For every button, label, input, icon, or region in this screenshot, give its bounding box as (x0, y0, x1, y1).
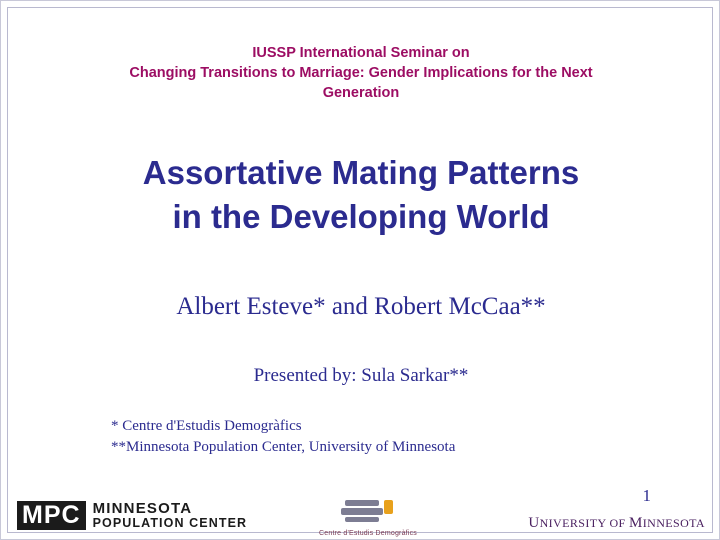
umn-university-of: NIVERSITY OF (539, 516, 630, 530)
affiliation-line-2: **Minnesota Population Center, University of Minnesota (111, 439, 456, 455)
seminar-heading (61, 43, 661, 103)
title-line-1: Assortative Mating Patterns (142, 154, 580, 191)
mpc-wordmark (93, 501, 248, 530)
authors-line: Albert Esteve* and Robert McCaa** (176, 293, 546, 320)
affiliations (111, 416, 631, 458)
seminar-line-2: Changing Transitions to Marriage: Gender Implications for the Next (129, 65, 593, 81)
mpc-logo (17, 501, 247, 530)
affiliation-line-1: * Centre d'Estudis Demogràfics (111, 418, 302, 434)
ced-bar-top (345, 500, 379, 506)
ced-accent-block (384, 500, 393, 514)
ced-caption: Centre d'Estudis Demogràfics (319, 530, 417, 537)
umn-innesota: INNESOTA (642, 516, 705, 530)
seminar-line-3: Generation (322, 85, 400, 101)
umn-u: U (528, 515, 540, 531)
umn-m: M (629, 515, 643, 531)
slide-number: 1 (642, 486, 651, 505)
page-title (41, 151, 681, 239)
mpc-wordmark-line-2: POPULATION CENTER (92, 516, 248, 530)
mpc-wordmark-line-1: MINNESOTA (92, 500, 193, 517)
ced-bar-middle (341, 508, 383, 515)
mpc-monogram: MPC (17, 501, 86, 530)
ced-logo (303, 499, 433, 537)
seminar-line-1: IUSSP International Seminar on (252, 45, 470, 61)
title-line-2: in the Developing World (172, 198, 550, 235)
umn-wordmark (528, 515, 705, 532)
ced-logo-icon (341, 499, 395, 523)
ced-bar-bottom (345, 517, 379, 522)
presenter-line: Presented by: Sula Sarkar** (253, 365, 469, 386)
